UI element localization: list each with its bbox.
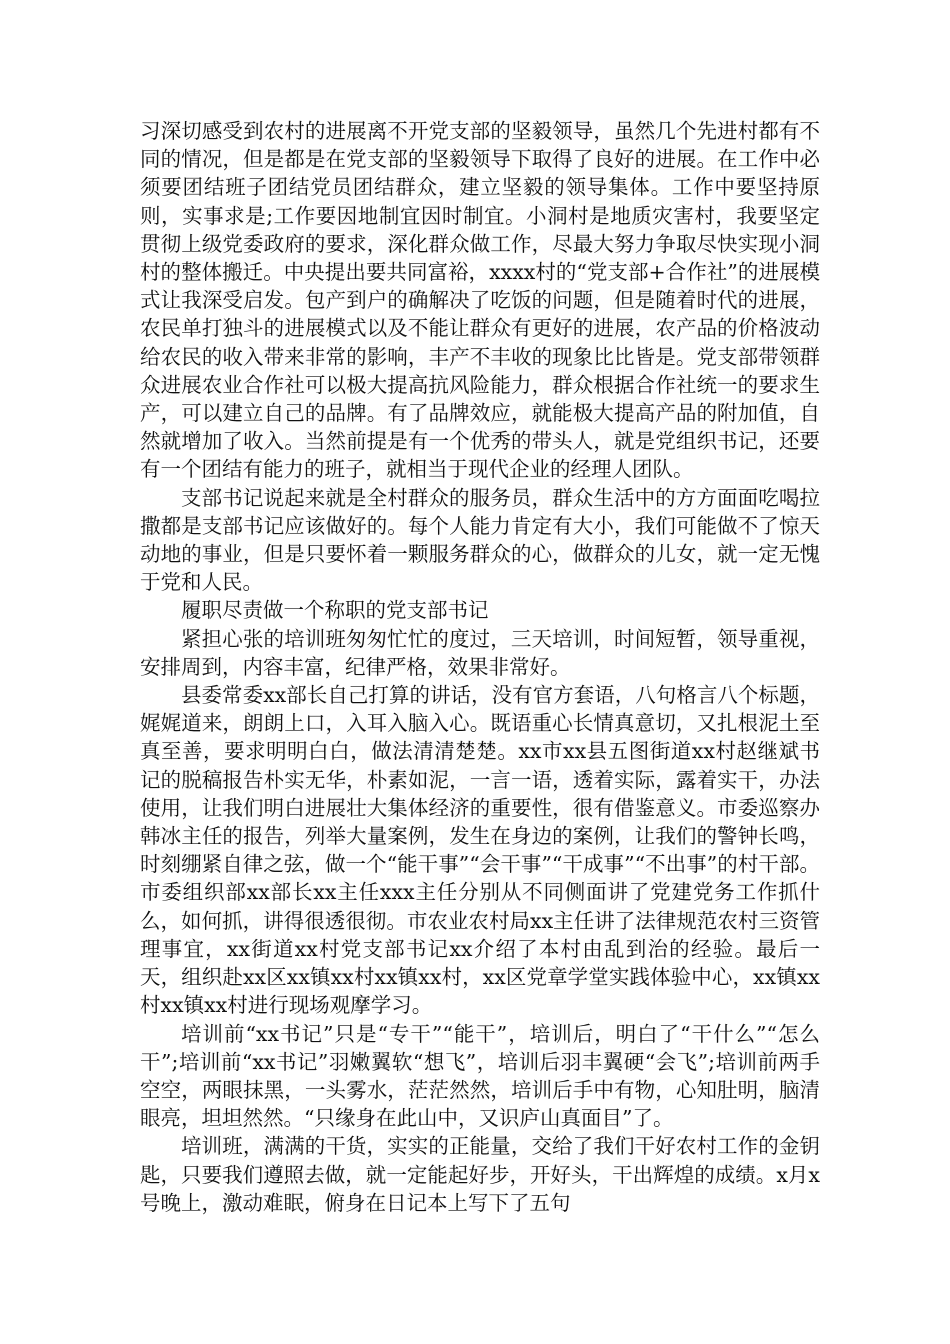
paragraph-1: 习深切感受到农村的进展离不开党支部的坚毅领导，虽然几个先进村都有不同的情况，但是都是在党支部的坚毅领导下取得了良好的进展。在工作中必须要团结班子团结党员团结群众，建立坚毅的领导集体。工作中要坚持原则，实事求是;工作要因地制宜因时制宜。小洞村是地质灾害村，我要坚定贯彻上级党委政府的要求，深化群众做工作，尽最大努力争取尽快实现小洞村的整体搬迁。中央提出要共同富裕，xxxx村的“党支部+合作社”的进展模式让我深受启发。包产到户的确解决了吃饭的问题，但是随着时代的进展，农民单打独斗的进展模式以及不能让群众有更好的进展，农产品的价格波动给农民的收入带来非常的影响，丰产不丰收的现象比比皆是。党支部带领群众进展农业合作社可以极大提高抗风险能力，群众根据合作社统一的要求生产，可以建立自己的品牌。有了品牌效应，就能极大提高产品的附加值，自然就增加了收入。当然前提是有一个优秀的带头人，就是党组织书记，还要有一个团结有能力的班子，就相当于现代企业的经理人团队。 [140, 119, 820, 482]
paragraph-4: 县委常委xx部长自己打算的讲话，没有官方套语，八句格言八个标题，娓娓道来，朗朗上口，入耳入脑入心。既语重心长情真意切，又扎根泥土至真至善，要求明明白白，做法清清楚楚。xx市xx县五图街道xx村赵继斌书记的脱稿报告朴实无华，朴素如泥，一言一语，透着实际，露着实干，办法使用，让我们明白进展壮大集体经济的重要性，很有借鉴意义。市委巡察办韩冰主任的报告，列举大量案例，发生在身边的案例，让我们的警钟长鸣，时刻绷紧自律之弦，做一个“能干事”“会干事”“干成事”“不出事”的村干部。市委组织部xx部长xx主任xxx主任分别从不同侧面讲了党建党务工作抓什么，如何抓，讲得很透很彻。市农业农村局xx主任讲了法律规范农村三资管理事宜，xx街道xx村党支部书记xx介绍了本村由乱到治的经验。最后一天，组织赴xx区xx镇xx村xx镇xx村，xx区党章学堂实践体验中心，xx镇xx村xx镇xx村进行现场观摩学习。 [140, 683, 820, 1018]
paragraph-6: 培训班，满满的干货，实实的正能量，交给了我们干好农村工作的金钥匙，只要我们遵照去做，就一定能起好步，开好头，干出辉煌的成绩。x月x号晚上，激动难眠，俯身在日记本上写下了五句 [140, 1134, 820, 1215]
paragraph-2: 支部书记说起来就是全村群众的服务员，群众生活中的方方面面吃喝拉撒都是支部书记应该做好的。每个人能力肯定有大小，我们可能做不了惊天动地的事业，但是只要怀着一颗服务群众的心，做群众的儿女，就一定无愧于党和人民。 [140, 485, 820, 595]
document-body [140, 117, 820, 1217]
section-heading: 履职尽责做一个称职的党支部书记 [181, 598, 489, 623]
paragraph-3: 紧担心张的培训班匆匆忙忙的度过，三天培训，时间短暂，领导重视，安排周到，内容丰富，纪律严格，效果非常好。 [140, 626, 820, 679]
paragraph-5: 培训前“xx书记”只是“专干”“能干”，培训后，明白了“干什么”“怎么干”;培训前“xx书记”羽嫩翼软“想飞”，培训后羽丰翼硬“会飞”;培训前两手空空，两眼抹黑，一头雾水，茫茫然然，培训后手中有物，心知肚明，脑清眼亮，坦坦然然。“只缘身在此山中，又识庐山真面目”了。 [140, 1021, 820, 1131]
